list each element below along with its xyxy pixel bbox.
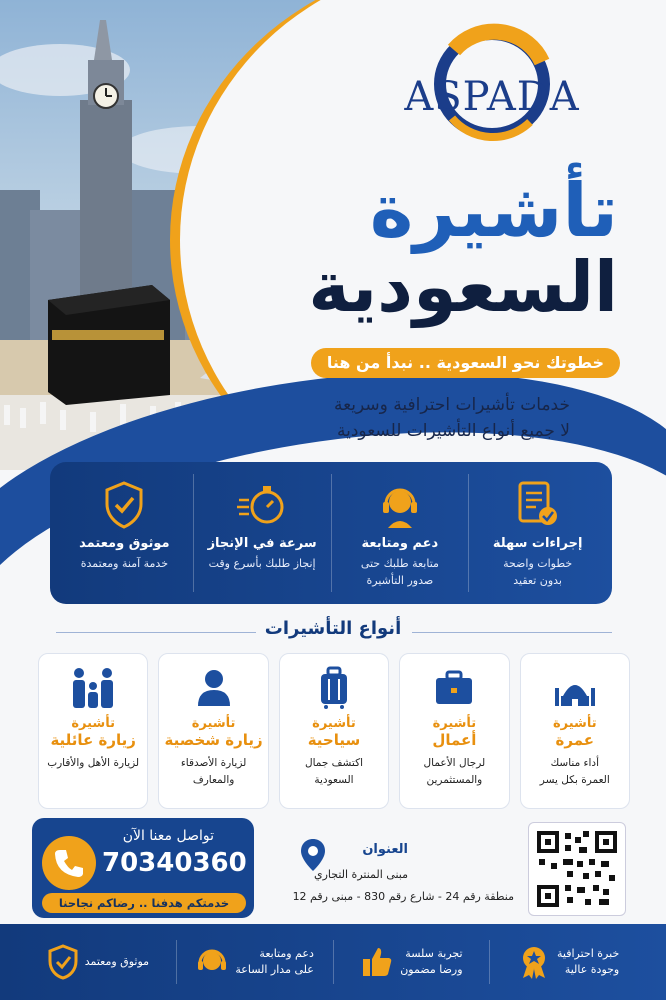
visa-card-type: زيارة عائلية (50, 731, 136, 749)
footer-item-line2: وجودة عالية (564, 963, 620, 976)
feature-support (331, 474, 469, 592)
headset-icon (378, 480, 422, 530)
visa-card-label: تأشيرة (312, 716, 356, 731)
visa-types-title: أنواع التأشيرات (264, 618, 402, 639)
visa-card-type: أعمال (432, 731, 477, 749)
address-line1: مبنى المنترة التجاري (313, 868, 408, 881)
visa-card-type: عمرة (555, 731, 595, 749)
contact-slogan: خدمتكم هدفنا .. رضاكم نجاحنا (42, 893, 246, 913)
suitcase-icon (312, 666, 356, 710)
footer-item-support (176, 940, 333, 984)
footer-item-text (557, 946, 619, 978)
family-icon (68, 666, 118, 710)
visa-card-desc: لزيارة الأهل والأقارب (47, 757, 140, 769)
visa-card-desc: السعودية (314, 774, 354, 786)
visa-card-business[interactable] (399, 653, 509, 809)
footer-item-line2: ورضا مضمون (400, 963, 463, 976)
visa-card-label: تأشيرة (71, 716, 115, 731)
visa-card-type: زيارة شخصية (164, 731, 263, 749)
footer-item-text (235, 946, 313, 978)
address-line2: منطقة رقم 24 - شارع رقم 830 - مبنى رقم 12 (292, 890, 514, 903)
visa-card-desc: اكتشف جمال (304, 757, 364, 769)
headset-icon (195, 945, 229, 979)
feature-speed (193, 474, 331, 592)
qr-code-icon (537, 831, 617, 907)
hero-tagline: خطوتك نحو السعودية .. نبدأ من هنا (311, 348, 620, 378)
shield-check-icon (47, 944, 79, 980)
phone-handset-icon (42, 836, 96, 890)
visa-card-tourist[interactable] (279, 653, 389, 809)
feature-title: سرعة في الإنجاز (207, 536, 317, 551)
mosque-icon (553, 666, 597, 710)
footer-item-trusted (20, 940, 176, 984)
visa-types-list (38, 653, 630, 809)
footer-bar (0, 924, 666, 1000)
feature-title: دعم ومتابعة (361, 536, 439, 551)
subtitle-line1: خدمات تأشيرات احترافية وسريعة (333, 395, 570, 415)
feature-desc: متابعة طلبك حتى (360, 557, 439, 570)
feature-title: موثوق ومعتمد (79, 536, 170, 551)
aspada-logo (392, 22, 592, 142)
feature-trusted (56, 474, 193, 592)
subtitle-line2: لا جميع أنواع التأشيرات للسعودية (337, 421, 570, 441)
feature-easy-procedures (468, 474, 606, 592)
document-check-icon (516, 480, 560, 530)
footer-item-line1: موثوق ومعتمد (84, 955, 150, 968)
location-pin-icon (300, 838, 326, 872)
footer-item-text (85, 954, 149, 970)
footer-item-expertise (489, 940, 646, 984)
briefcase-icon (432, 666, 476, 710)
medal-icon (517, 944, 551, 980)
visa-card-desc: العمرة بكل يسر (539, 774, 610, 786)
footer-item-line2: على مدار الساعة (235, 963, 314, 976)
feature-desc: إنجاز طلبك بأسرع وقت (208, 557, 316, 570)
phone-icon[interactable] (42, 836, 96, 890)
features-panel (50, 462, 612, 604)
visa-card-label: تأشيرة (552, 716, 597, 731)
thumbs-up-icon (360, 945, 394, 979)
hero-title-line1: تأشيرة (369, 168, 618, 254)
visa-card-type: سياحية (307, 731, 361, 749)
footer-item-text (400, 946, 462, 978)
visa-card-desc: والمستثمرين (426, 774, 483, 786)
contact-box (32, 818, 254, 918)
footer-item-experience (333, 940, 490, 984)
feature-title: إجراءات سهلة (492, 536, 583, 551)
footer-item-line1: خبرة احترافية (557, 947, 620, 960)
address-label: العنوان (362, 842, 408, 857)
visa-card-desc: لرجال الأعمال (423, 757, 486, 769)
feature-desc: صدور التأشيرة (366, 574, 434, 587)
contact-phone-number[interactable]: 70340360 (102, 848, 247, 878)
visa-card-family-visit[interactable] (38, 653, 148, 809)
shield-check-icon (102, 480, 146, 530)
feature-desc: خطوات واضحة (503, 557, 573, 570)
stopwatch-icon (235, 480, 289, 530)
visa-card-desc: أداء مناسك (550, 757, 600, 769)
visa-card-desc: لزيارة الأصدقاء (180, 757, 247, 769)
footer-item-line1: دعم ومتابعة (259, 947, 314, 960)
hero-title-line2: السعودية (308, 246, 618, 328)
feature-desc: بدون تعقيد (513, 574, 562, 587)
visa-card-umrah[interactable] (520, 653, 630, 809)
visa-card-desc: والمعارف (192, 774, 235, 786)
logo-wordmark: ASPADA (404, 74, 580, 120)
visa-card-label: تأشيرة (191, 716, 236, 731)
feature-desc: خدمة آمنة ومعتمدة (80, 557, 168, 570)
person-icon (192, 666, 236, 710)
contact-title: تواصل معنا الآن (122, 828, 214, 844)
visa-card-personal-visit[interactable] (158, 653, 268, 809)
hero-subtitle (334, 392, 570, 444)
qr-code[interactable] (528, 822, 626, 916)
footer-item-line1: تجربة سلسة (405, 947, 463, 960)
visa-card-label: تأشيرة (432, 716, 477, 731)
